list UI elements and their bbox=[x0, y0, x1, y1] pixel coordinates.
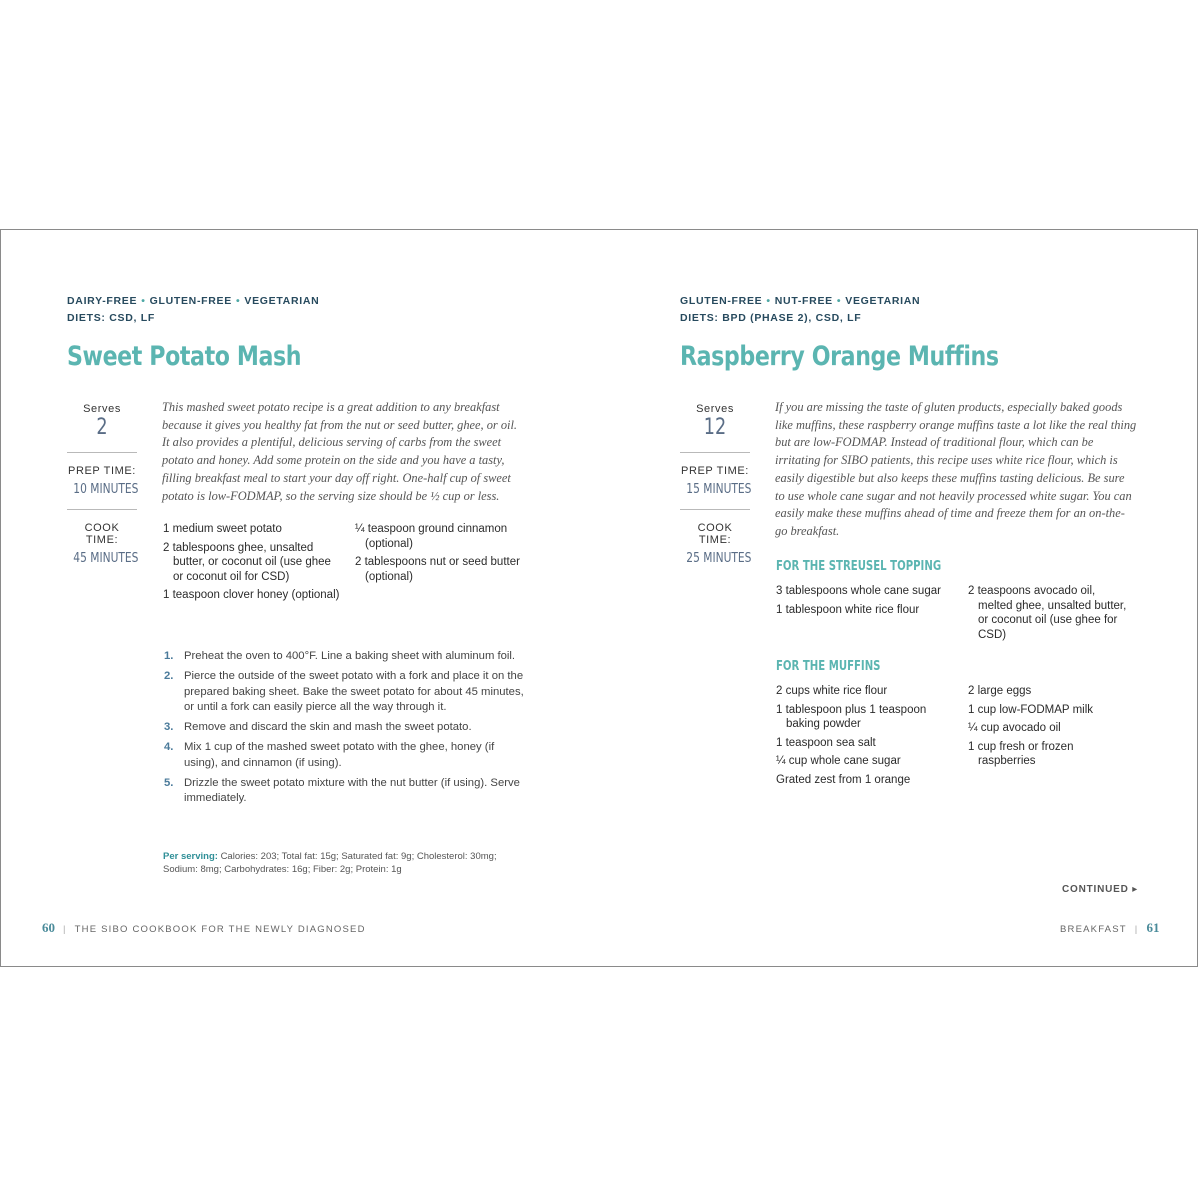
diets-line: DIETS: BPD (PHASE 2), CSD, LF bbox=[680, 312, 862, 324]
cook-value: 25 MINUTES bbox=[686, 551, 752, 566]
ingredient: ¼ cup whole cane sugar bbox=[776, 755, 901, 768]
step-text: Drizzle the sweet potato mixture with the nut butter (if using). Serve immediately. bbox=[184, 776, 520, 805]
recipe-meta bbox=[67, 403, 137, 566]
ingredients-column-1 bbox=[163, 522, 343, 607]
step-text: Remove and discard the skin and mash the sweet potato. bbox=[184, 721, 472, 734]
serves-value: 2 bbox=[96, 415, 108, 440]
ingredient: ¼ cup avocado oil bbox=[968, 722, 1061, 735]
tag: GLUTEN-FREE bbox=[149, 295, 232, 307]
cook-label: COOK TIME: bbox=[697, 522, 733, 546]
tag: VEGETARIAN bbox=[845, 295, 921, 307]
ingredient: 3 tablespoons whole cane sugar bbox=[776, 585, 941, 597]
divider bbox=[680, 452, 750, 453]
diet-tags: DAIRY-FREE • GLUTEN-FREE • VEGETARIAN DIETS: CSD, LF bbox=[67, 293, 319, 327]
serves-value: 12 bbox=[703, 415, 727, 440]
step bbox=[164, 776, 524, 807]
divider bbox=[67, 509, 137, 510]
prep-label: PREP TIME: bbox=[68, 465, 136, 477]
ingredient: Grated zest from 1 orange bbox=[776, 773, 911, 786]
step-number: 2. bbox=[164, 669, 174, 682]
book-spread bbox=[0, 229, 1198, 967]
ingredient: 1 tablespoon plus 1 teaspoon baking powder bbox=[776, 703, 927, 731]
nutrition-label: Per serving: bbox=[163, 851, 218, 862]
nutrition-values: Calories: 203; Total fat: 15g; Saturated fat: 9g; Cholesterol: 30mg; Sodium: 8mg; Carbohydrates: 16g; Fiber: 2g; Protein: 1g bbox=[163, 851, 497, 875]
prep-value: 10 MINUTES bbox=[73, 482, 139, 497]
page-footer: 60 | THE SIBO COOKBOOK FOR THE NEWLY DIAGNOSED bbox=[42, 920, 366, 935]
ingredients-column-2 bbox=[355, 522, 525, 588]
ingredient: 2 large eggs bbox=[968, 685, 1032, 697]
recipe-title: Sweet Potato Mash bbox=[67, 341, 302, 372]
divider bbox=[67, 452, 137, 453]
nutrition-info bbox=[163, 850, 503, 876]
ingredient: 1 medium sweet potato bbox=[163, 523, 282, 535]
tag: NUT-FREE bbox=[774, 295, 833, 307]
ingredient: ¼ teaspoon ground cinnamon (optional) bbox=[355, 523, 508, 550]
page-number: 61 bbox=[1146, 920, 1160, 935]
ingredient: 2 teaspoons avocado oil, melted ghee, unsalted butter, or coconut oil (use ghee for CSD) bbox=[968, 585, 1127, 641]
recipe-meta bbox=[680, 403, 750, 566]
serves-label: Serves bbox=[696, 403, 734, 415]
continued-marker: CONTINUED ▸ bbox=[1062, 884, 1139, 895]
muffins-heading: FOR THE MUFFINS bbox=[776, 659, 881, 674]
step bbox=[164, 649, 524, 665]
serves-label: Serves bbox=[83, 403, 121, 415]
recipe-intro: This mashed sweet potato recipe is a great addition to any breakfast because it gives you healthy fat from the nut or seed butter, ghee, or oil. It also provides a plentiful, delicious serving of carbs from the sweet potato and honey. Add some protein on the side and you have a tasty, filling breakfast meal to start your day off right. One-half cup of sweet potato is low-FODMAP, so the serving size should be ½ cup or less. bbox=[162, 400, 518, 503]
step bbox=[164, 669, 524, 716]
ingredient: 1 tablespoon white rice flour bbox=[776, 603, 920, 616]
tag: VEGETARIAN bbox=[244, 295, 320, 307]
ingredient: 1 teaspoon sea salt bbox=[776, 736, 876, 749]
step bbox=[164, 740, 524, 771]
ingredient: 2 tablespoons nut or seed butter (optional) bbox=[355, 556, 520, 583]
step-text: Preheat the oven to 400°F. Line a baking sheet with aluminum foil. bbox=[184, 650, 516, 662]
streusel-heading: FOR THE STREUSEL TOPPING bbox=[776, 559, 942, 574]
step-number: 1. bbox=[164, 650, 174, 662]
page-footer: BREAKFAST | 61 bbox=[1060, 920, 1160, 935]
step-text: Mix 1 cup of the mashed sweet potato with the ghee, honey (if using), and cinnamon (if using). bbox=[184, 741, 495, 769]
step-number: 4. bbox=[164, 741, 174, 754]
right-page bbox=[600, 230, 1199, 966]
muffin-ingredients-col-2 bbox=[968, 684, 1128, 773]
ingredient: 1 teaspoon clover honey (optional) bbox=[163, 589, 340, 602]
step-number: 5. bbox=[164, 776, 174, 789]
running-head: THE SIBO COOKBOOK FOR THE NEWLY DIAGNOSED bbox=[74, 924, 366, 935]
muffin-ingredients-col-1 bbox=[776, 684, 956, 792]
prep-value: 15 MINUTES bbox=[686, 482, 752, 497]
cook-value: 45 MINUTES bbox=[73, 551, 139, 566]
left-page bbox=[1, 230, 600, 966]
running-head: BREAKFAST bbox=[1060, 924, 1127, 935]
recipe-intro: If you are missing the taste of gluten products, especially baked goods like muffins, these raspberry orange muffins taste a lot like the real thing but are low-FODMAP. Instead of traditional flour, which can be irritating for SIBO patients, this recipe uses white rice flour, which is easily digestible but also keeps these muffins tasting delicious. Be sure to use whole cane sugar and not heavily processed white sugar. You can easily make these muffins ahead of time and freeze them for an on-the-go breakfast. bbox=[775, 400, 1137, 538]
divider bbox=[680, 509, 750, 510]
diets-line: DIETS: CSD, LF bbox=[67, 312, 155, 324]
tag: GLUTEN-FREE bbox=[680, 295, 763, 307]
streusel-ingredients-col-2 bbox=[968, 584, 1128, 646]
streusel-ingredients-col-1 bbox=[776, 584, 956, 621]
ingredient: 2 tablespoons ghee, unsalted butter, or coconut oil (use ghee or coconut oil for CSD) bbox=[163, 541, 331, 583]
cook-label: COOK TIME: bbox=[84, 522, 120, 546]
recipe-title: Raspberry Orange Muffins bbox=[680, 341, 999, 372]
step bbox=[164, 720, 524, 736]
ingredient: 2 cups white rice flour bbox=[776, 685, 888, 697]
method-steps bbox=[164, 649, 524, 811]
step-number: 3. bbox=[164, 721, 174, 734]
page-number: 60 bbox=[42, 920, 55, 935]
prep-label: PREP TIME: bbox=[681, 465, 749, 477]
diet-tags: GLUTEN-FREE • NUT-FREE • VEGETARIAN DIETS: BPD (PHASE 2), CSD, LF bbox=[680, 293, 920, 327]
tag: DAIRY-FREE bbox=[67, 295, 138, 307]
ingredient: 1 cup fresh or frozen raspberries bbox=[968, 740, 1074, 768]
step-text: Pierce the outside of the sweet potato with a fork and place it on the prepared baking sheet. Bake the sweet potato for about 45 minutes, or until a fork can easily pierce all the way through it. bbox=[184, 669, 524, 714]
ingredient: 1 cup low-FODMAP milk bbox=[968, 703, 1094, 716]
